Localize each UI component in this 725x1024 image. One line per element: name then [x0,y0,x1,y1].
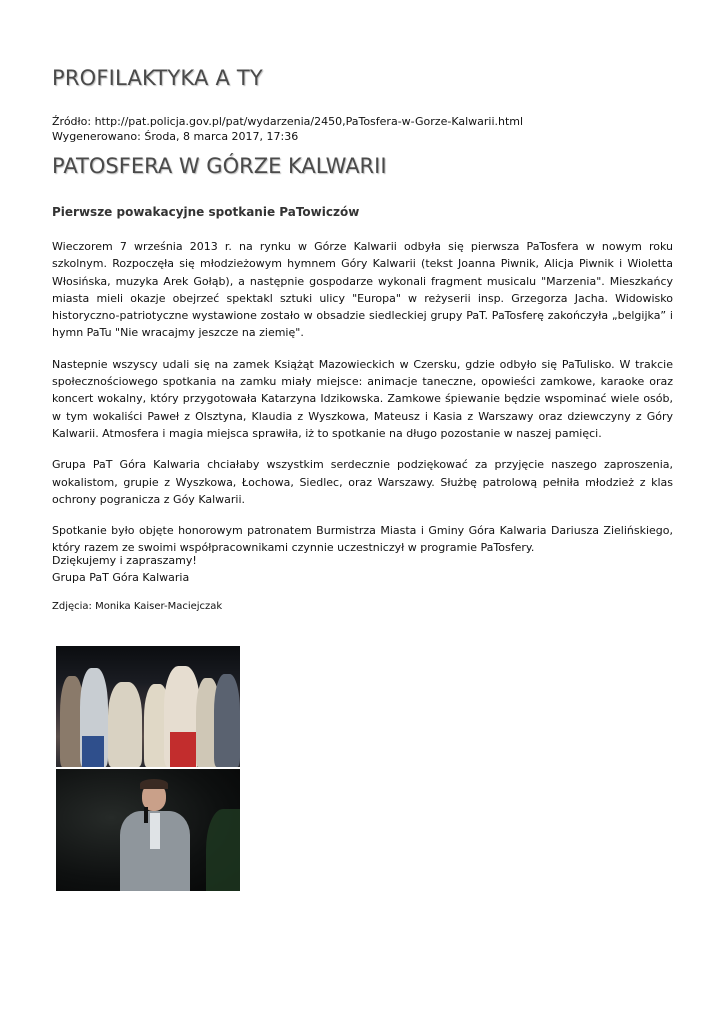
group-signature: Grupa PaT Góra Kalwaria [52,571,190,584]
article-subtitle: Pierwsze powakacyjne spotkanie PaTowiczów [52,205,360,219]
event-photo-performers [56,646,240,767]
closing-note [52,552,197,586]
thanks-line: Dziękujemy i zapraszamy! [52,554,197,567]
generated-line: Wygenerowano: Środa, 8 marca 2017, 17:36 [52,130,299,143]
paragraph-4: Spotkanie było objęte honorowym patronatem Burmistrza Miasta i Gminy Góra Kalwaria Dariusza Zielińskiego, który razem ze swoimi współpracownikami czynnie uczestniczył w programie PaTosfery. [52,524,673,555]
paragraph-3: Grupa PaT Góra Kalwaria chciałaby wszystkim serdecznie podziękować za przyjęcie naszego zaproszenia, wokalistom, grupie z Wyszkowa, Łochowa, Siedlec, oraz Warszawy. Służbę patrolową pełniła młodzież z klas ochrony pogranicza z Góy Kalwarii. [52,458,673,506]
paragraph-1: Wieczorem 7 września 2013 r. na rynku w Górze Kalwarii odbyła się pierwsza PaTosfera w nowym roku szkolnym. Rozpoczęła się młodzieżowym hymnem Góry Kalwarii (tekst Joanna Piwnik, Alicja Piwnik i Wioletta Włosińska, muzyka Arek Gołąb), a następnie gospodarze wykonali fragment musicalu "Marzenia". Mieszkańcy miasta mieli okazje obejrzeć spektakl sztuki ulicy "Europa" w reżyserii insp. Grzegorza Jacha. Widowisko historyczno-patriotyczne wystawione zostało w obsadzie siedleckiej grupy PaT. PaTosferę zakończyła „belgijka” i hymn PaTu "Nie wracajmy jeszcze na ziemię". [52,240,673,340]
site-title: PROFILAKTYKA A TY [52,66,263,90]
article-title: PATOSFERA W GÓRZE KALWARII [52,154,387,178]
article-body [52,238,673,571]
paragraph-2: Nastepnie wszyscy udali się na zamek Książąt Mazowieckich w Czersku, gdzie odbyło się PaTulisko. W trakcie społecznościowego spotkania na zamku miały miejsce: animacje taneczne, opowieści zamkowe, karaoke oraz koncert wokalny, który przygotowała Katarzyna Idzikowska. Zamkowe śpiewanie będzie wspominać wiele osób, w tym wokaliści Paweł z Olsztyna, Klaudia z Wyszkowa, Mateusz i Kasia z Warszawy oraz dziewczyny z Góry Kalwarii. Atmosfera i magia miejsca sprawiła, iż to spotkanie na długo pozostanie w naszej pamięci. [52,357,673,440]
photo-credit: Zdjęcia: Monika Kaiser-Maciejczak [52,601,223,612]
document-meta [52,114,523,144]
event-photo-speaker [56,769,240,891]
source-line: Źródło: http://pat.policja.gov.pl/pat/wydarzenia/2450,PaTosfera-w-Gorze-Kalwarii.html [52,115,524,128]
